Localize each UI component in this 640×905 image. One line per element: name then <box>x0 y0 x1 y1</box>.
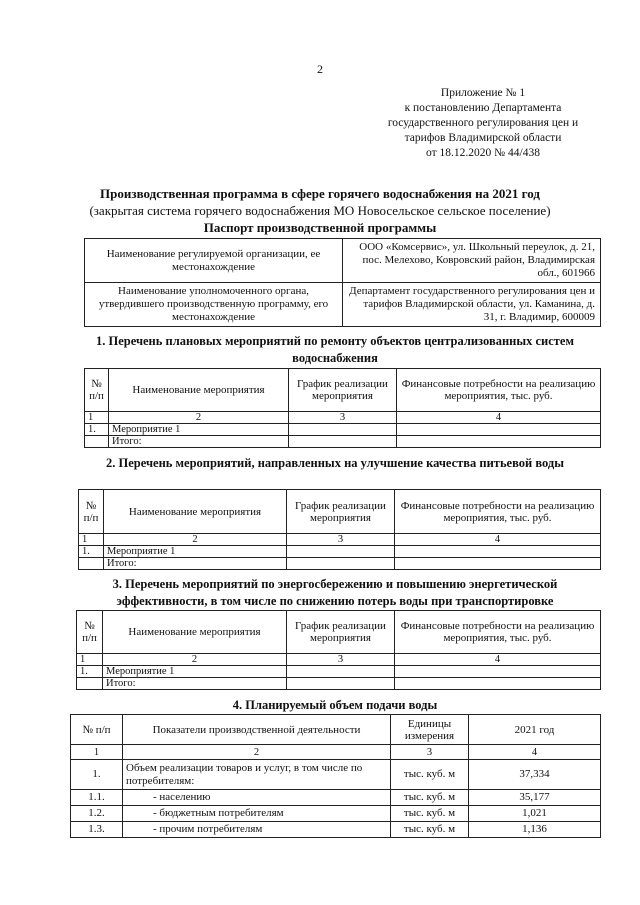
total-num <box>79 558 104 570</box>
volume-table <box>70 714 601 838</box>
column-number-row <box>77 654 601 666</box>
table-header-row <box>85 369 601 412</box>
header-num: № п/п <box>79 490 104 534</box>
col-number: 3 <box>287 534 395 546</box>
table-header-row <box>71 715 601 745</box>
header-name: Наименование мероприятия <box>103 611 287 654</box>
row-num: 1.1. <box>71 790 123 806</box>
passport-row <box>85 239 601 283</box>
row-value: 1,136 <box>469 822 601 838</box>
appendix-line: тарифов Владимирской области <box>404 132 562 144</box>
row-schedule <box>289 424 397 436</box>
col-number: 2 <box>103 654 287 666</box>
appendix-line: к постановлению Департамента <box>404 102 562 114</box>
appendix-line: Приложение № 1 <box>440 87 526 99</box>
header-schedule: График реализации мероприятия <box>287 611 395 654</box>
total-schedule <box>289 436 397 448</box>
total-schedule <box>287 678 395 690</box>
row-num: 1.3. <box>71 822 123 838</box>
row-name: - прочим потребителям <box>123 822 391 838</box>
passport-table <box>84 238 601 327</box>
row-num: 1. <box>71 760 123 790</box>
col-number: 4 <box>395 534 601 546</box>
row-unit: тыс. куб. м <box>391 790 469 806</box>
row-num: 1. <box>77 666 103 678</box>
total-num <box>77 678 103 690</box>
col-number: 1 <box>79 534 104 546</box>
document-subtitle: (закрытая система горячего водоснабжения МО Новосельское сельское поселение) <box>89 203 551 218</box>
header-finance: Финансовые потребности на реализацию мероприятия, тыс. руб. <box>395 611 601 654</box>
header-year: 2021 год <box>469 715 601 745</box>
table-row <box>71 760 601 790</box>
row-finance <box>395 666 601 678</box>
col-number: 3 <box>391 745 469 760</box>
row-num: 1. <box>85 424 109 436</box>
header-name: Наименование мероприятия <box>109 369 289 412</box>
col-number: 1 <box>85 412 109 424</box>
org-label: Наименование регулируемой организации, ее местонахождение <box>85 239 343 283</box>
col-number: 4 <box>397 412 601 424</box>
total-row <box>77 678 601 690</box>
org-value: ООО «Комсервис», ул. Школьный переулок, д. 21, пос. Мелехово, Ковровский район, Владимирская обл., 601966 <box>343 239 601 283</box>
column-number-row <box>85 412 601 424</box>
table-row <box>71 806 601 822</box>
row-name: Объем реализации товаров и услуг, в том числе по потребителям: <box>123 760 391 790</box>
section-4-title: 4. Планируемый объем подачи воды <box>232 698 438 712</box>
header-num: № п/п <box>85 369 109 412</box>
header-indicator: Показатели производственной деятельности <box>123 715 391 745</box>
table-row <box>77 666 601 678</box>
row-unit: тыс. куб. м <box>391 822 469 838</box>
section-1-table <box>84 368 601 448</box>
row-name: - бюджетным потребителям <box>123 806 391 822</box>
header-finance: Финансовые потребности на реализацию мероприятия, тыс. руб. <box>395 490 601 534</box>
passport-row <box>85 283 601 327</box>
total-label: Итого: <box>104 558 287 570</box>
header-num: № п/п <box>71 715 123 745</box>
col-number: 4 <box>395 654 601 666</box>
authority-value: Департамент государственного регулирования цен и тарифов Владимирской области, ул. Каманина, д. 31, г. Владимир, 600009 <box>343 283 601 327</box>
table-row <box>71 790 601 806</box>
row-unit: тыс. куб. м <box>391 806 469 822</box>
header-finance: Финансовые потребности на реализацию мероприятия, тыс. руб. <box>397 369 601 412</box>
appendix-block <box>358 86 608 161</box>
table-row <box>71 822 601 838</box>
header-schedule: График реализации мероприятия <box>287 490 395 534</box>
row-schedule <box>287 546 395 558</box>
row-finance <box>395 546 601 558</box>
total-row <box>79 558 601 570</box>
document-title: Производственная программа в сфере горячего водоснабжения на 2021 год <box>100 186 540 201</box>
header-unit: Единицы измерения <box>391 715 469 745</box>
row-finance <box>397 424 601 436</box>
col-number: 2 <box>123 745 391 760</box>
row-value: 37,334 <box>469 760 601 790</box>
passport-title: Паспорт производственной программы <box>203 220 437 235</box>
total-finance <box>397 436 601 448</box>
authority-label: Наименование уполномоченного органа, утвердившего производственную программу, его местонахождение <box>85 283 343 327</box>
row-name: - населению <box>123 790 391 806</box>
col-number: 3 <box>289 412 397 424</box>
total-label: Итого: <box>109 436 289 448</box>
header-num: № п/п <box>77 611 103 654</box>
row-num: 1.2. <box>71 806 123 822</box>
col-number: 1 <box>71 745 123 760</box>
appendix-line: государственного регулирования цен и <box>387 117 579 129</box>
row-name: Мероприятие 1 <box>104 546 287 558</box>
row-name: Мероприятие 1 <box>109 424 289 436</box>
row-value: 1,021 <box>469 806 601 822</box>
row-unit: тыс. куб. м <box>391 760 469 790</box>
table-header-row <box>79 490 601 534</box>
table-row <box>85 424 601 436</box>
section-2-title: 2. Перечень мероприятий, направленных на улучшение качества питьевой воды <box>106 456 564 470</box>
page-number: 2 <box>317 62 323 76</box>
table-row <box>79 546 601 558</box>
total-schedule <box>287 558 395 570</box>
col-number: 1 <box>77 654 103 666</box>
header-schedule: График реализации мероприятия <box>289 369 397 412</box>
row-value: 35,177 <box>469 790 601 806</box>
col-number: 2 <box>109 412 289 424</box>
total-finance <box>395 558 601 570</box>
total-row <box>85 436 601 448</box>
total-num <box>85 436 109 448</box>
row-schedule <box>287 666 395 678</box>
section-2-table <box>78 489 601 570</box>
table-header-row <box>77 611 601 654</box>
row-num: 1. <box>79 546 104 558</box>
total-finance <box>395 678 601 690</box>
appendix-line: от 18.12.2020 № 44/438 <box>426 147 540 159</box>
total-label: Итого: <box>103 678 287 690</box>
header-name: Наименование мероприятия <box>104 490 287 534</box>
row-name: Мероприятие 1 <box>103 666 287 678</box>
section-1-title: 1. Перечень плановых мероприятий по ремонту объектов централизованных систем водоснабжения <box>96 334 574 365</box>
section-3-table <box>76 610 601 690</box>
col-number: 2 <box>104 534 287 546</box>
section-3-title: 3. Перечень мероприятий по энергосбережению и повышению энергетической эффективности, в том числе по снижению потерь воды при транспортировке <box>112 577 558 608</box>
col-number: 4 <box>469 745 601 760</box>
col-number: 3 <box>287 654 395 666</box>
column-number-row <box>79 534 601 546</box>
column-number-row <box>71 745 601 760</box>
